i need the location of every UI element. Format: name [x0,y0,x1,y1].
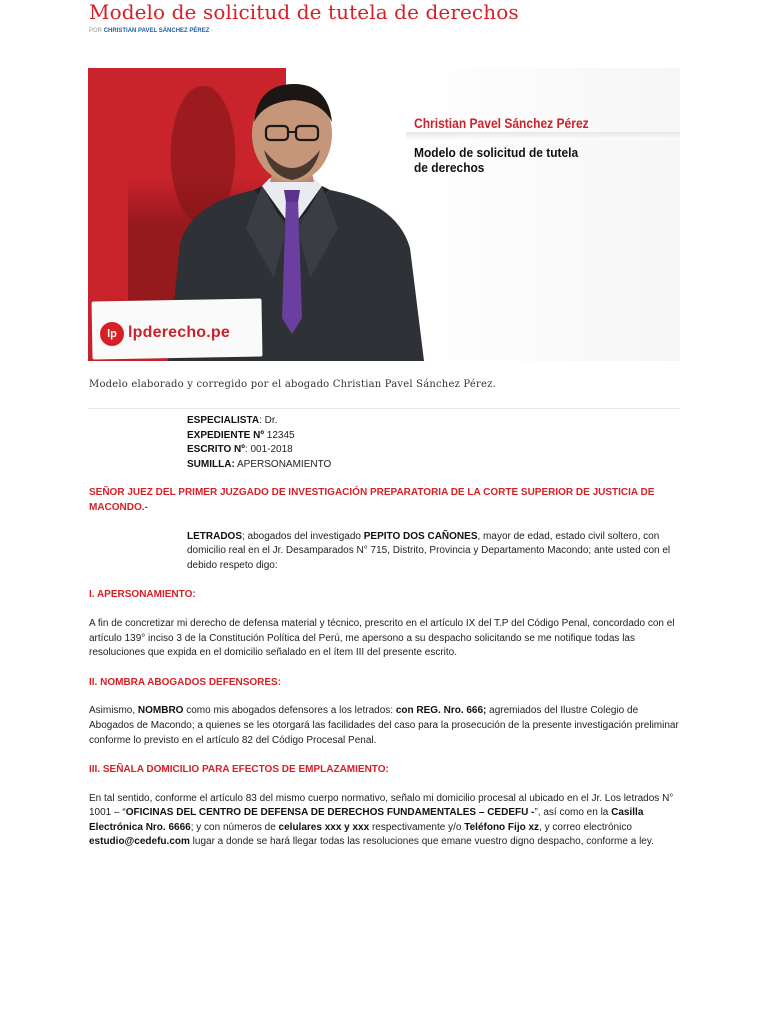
section-1-heading: I. APERSONAMIENTO: [89,589,196,601]
hero-subtitle: Modelo de solicitud de tutela de derechos [414,145,579,175]
section-3-heading: III. SEÑALA DOMICILIO PARA EFECTOS DE EMPLAZAMIENTO: [89,764,389,776]
section-2-text: Asimismo, NOMBRO como mis abogados defensores a los letrados: con REG. Nro. 666; agremiados del Ilustre Colegio de Abogados de Macondo; a quienes se les otorgará las facilidades del caso para la prosecución de la presente investigación preliminar conforme lo previsto en el artículo 82 del Código Procesal Penal. [89,705,679,746]
meta-escrito: ESCRITO Nº: 001-2018 [187,444,293,456]
meta-especialista: ESPECIALISTA: Dr. [187,415,278,426]
intro-paragraph: LETRADOS; abogados del investigado PEPITO DOS CAÑONES, mayor de edad, estado civil soltero, con domicilio real en el Jr. Desamparados N° 715, Distrito, Provincia y Departamento Macondo; ante usted con el debido respeto digo: [187,530,671,571]
hero-shadow-band [406,132,680,140]
section-2-heading: II. NOMBRA ABOGADOS DEFENSORES: [89,676,282,688]
addressee: SEÑOR JUEZ DEL PRIMER JUZGADO DE INVESTIGACIÓN PREPARATORIA DE LA CORTE SUPERIOR DE JUSTICIA DE MACONDO.- [89,487,655,513]
divider [88,408,680,409]
hero-name: Christian Pavel Sánchez Pérez [414,115,589,131]
image-caption: Modelo elaborado y corregido por el abogado Christian Pavel Sánchez Pérez. [89,379,496,390]
email-link[interactable]: estudio@cedefu.com [89,836,190,848]
hero-background [406,68,680,361]
hero-image [88,68,680,361]
section-3-text: En tal sentido, conforme el artículo 83 del mismo cuerpo normativo, señalo mi domicilio procesal al ubicado en el Jr. Los letrados N° 1001 – “OFICINAS DEL CENTRO DE DEFENSA DE DERECHOS FUNDAMENTALES – CEDEFU -”, así como en la Casilla Electrónica Nro. 6666; y con números de celulares xxx y xxx respectivamente y/o Teléfono Fijo xz, y correo electrónico estudio@cedefu.com lugar a donde se hará llegar todas las resoluciones que emane vuestro digno despacho, conforme a ley. [89,792,674,848]
article-title: Modelo de solicitud de tutela de derechos [89,0,519,24]
logo-text: lpderecho.pe [128,324,230,341]
byline-prefix: POR [89,28,103,34]
meta-sumilla: SUMILLA: APERSONAMIENTO [187,458,332,470]
document-meta [187,414,681,472]
lp-logo-icon: lp [100,322,124,346]
author-link[interactable]: CHRISTIAN PAVEL SÁNCHEZ PÉREZ [103,28,210,34]
byline-suffix: - [211,28,214,34]
meta-expediente: EXPEDIENTE Nº 12345 [187,429,295,441]
section-1-text: A fin de concretizar mi derecho de defensa material y técnico, prescrito en el artículo IX del T.P del Código Penal, concordado con el artículo 139° inciso 3 de la Constitución Política del Perú, me apersono a su despacho solicitando se me notifique todas las resoluciones que expida en el domicilio señalado en el ítem III del presente escrito. [89,617,675,659]
byline [89,28,213,34]
document-body [89,414,681,850]
